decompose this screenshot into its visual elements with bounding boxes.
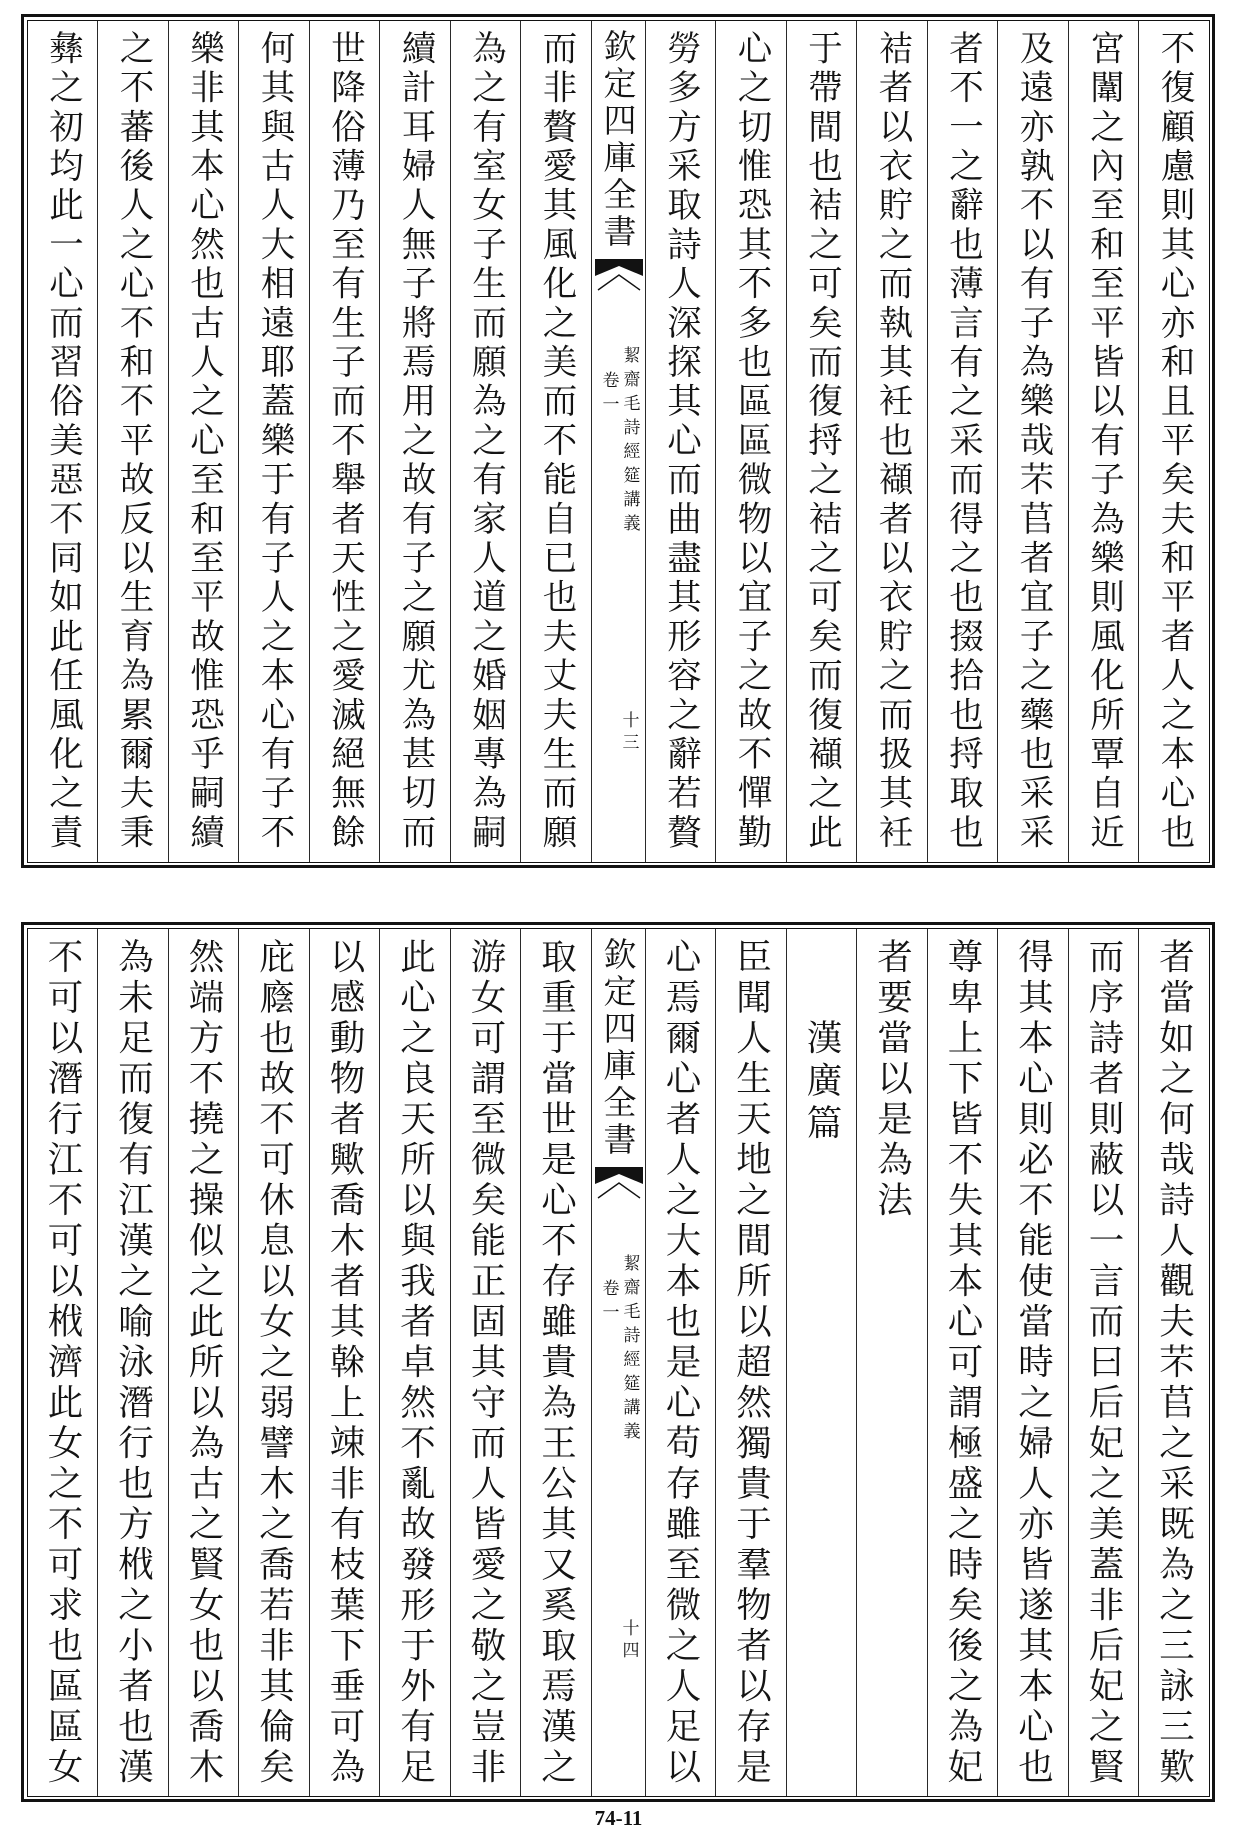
text-column xyxy=(997,929,1068,1796)
text-column xyxy=(715,21,786,862)
text-column xyxy=(786,21,857,862)
column-text: 宮闈之內至和至平皆以有子為樂則風化所覃自近 xyxy=(1083,29,1124,853)
column-text: 為之有室女子生而願為之有家人道之婚姻專為嗣 xyxy=(465,29,506,853)
text-column xyxy=(28,21,98,862)
column-text: 然端方不撓之操似之此所以為古之賢女也以喬木 xyxy=(183,937,224,1788)
column-text: 取重于當世是心不存雖貴為王公其又奚取焉漢之 xyxy=(535,937,577,1788)
text-column xyxy=(1068,929,1139,1796)
column-text: 及遠亦孰不以有子為樂哉芣苢者宜子之藥也采采 xyxy=(1013,29,1053,853)
column-text: 彝之初均此一心而習俗美惡不同如此任風化之責 xyxy=(42,29,83,853)
page-top xyxy=(21,14,1215,868)
column-text: 心之切惟恐其不多也區區微物以宜子之故不憚勤 xyxy=(731,29,771,853)
page-bottom xyxy=(21,922,1215,1802)
column-text: 之不蕃後人之心不和不平故反以生育為累爾夫秉 xyxy=(113,29,153,853)
column-text: 此心之良天所以與我者卓然不亂故發形于外有足 xyxy=(394,937,436,1788)
text-column xyxy=(927,21,998,862)
section-title: 漢廣篇 xyxy=(801,1018,842,1146)
banxin-center-column xyxy=(591,21,645,862)
series-title: 欽定四庫全書 xyxy=(598,28,638,251)
text-column xyxy=(97,929,168,1796)
text-column xyxy=(1068,21,1139,862)
book-title: 絜齋毛詩經筵講義 xyxy=(619,345,640,538)
text-column xyxy=(379,21,450,862)
text-column xyxy=(1138,21,1209,862)
column-text: 勞多方采取詩人深探其心而曲盡其形容之辭若贅 xyxy=(660,29,701,853)
column-text: 世降俗薄乃至有生子而不舉者天性之愛滅絕無餘 xyxy=(324,29,365,853)
text-column xyxy=(238,21,309,862)
text-column xyxy=(856,929,927,1796)
column-text: 何其與古人大相遠耶蓋樂于有子人之本心有子不 xyxy=(254,29,294,853)
series-title: 欽定四庫全書 xyxy=(598,936,638,1159)
text-column xyxy=(856,21,927,862)
column-text: 于帶間也袺之可矣而復捋之袺之可矣而復襭之此 xyxy=(801,29,842,853)
fishtail-ornament xyxy=(595,1167,643,1201)
column-text: 者當如之何哉詩人觀夫芣苢之采既為之三詠三歎 xyxy=(1153,937,1195,1788)
column-text: 不復顧慮則其心亦和且平矣夫和平者人之本心也 xyxy=(1154,29,1194,853)
column-text: 尊卑上下皆不失其本心可謂極盛之時矣後之為妃 xyxy=(942,937,983,1788)
book-title: 絜齋毛詩經筵講義 xyxy=(619,1253,640,1446)
column-text: 而序詩者則蔽以一言而曰后妃之美蓋非后妃之賢 xyxy=(1083,937,1124,1788)
page-frame xyxy=(27,20,1210,863)
column-text: 不可以潛行江不可以栰濟此女之不可求也區區女 xyxy=(42,937,83,1788)
column-text: 續計耳婦人無子將焉用之故有子之願尤為甚切而 xyxy=(395,29,435,853)
fishtail-ornament xyxy=(595,259,643,293)
column-text: 得其本心則必不能使當時之婦人亦皆遂其本心也 xyxy=(1012,937,1054,1788)
text-column xyxy=(645,21,716,862)
text-column xyxy=(997,21,1068,862)
volume-label: 卷一 xyxy=(598,1278,619,1327)
column-text: 樂非其本心然也古人之心至和至平故惟恐乎嗣續 xyxy=(183,29,224,853)
text-column xyxy=(168,929,239,1796)
text-column xyxy=(520,929,591,1796)
text-column xyxy=(379,929,450,1796)
banxin-center-column xyxy=(591,929,645,1796)
scan-page-label: 74-11 xyxy=(594,1806,643,1830)
column-text: 游女可謂至微矣能正固其守而人皆愛之敬之豈非 xyxy=(465,937,506,1788)
column-text: 袺者以衣貯之而執其衽也襭者以衣貯之而扱其衽 xyxy=(872,29,912,853)
text-column xyxy=(520,21,591,862)
text-column xyxy=(927,929,998,1796)
text-column xyxy=(715,929,786,1796)
text-column xyxy=(309,21,380,862)
column-text: 以感動物者歟喬木者其榦上竦非有枝葉下垂可為 xyxy=(324,937,365,1788)
text-column xyxy=(309,929,380,1796)
page-number: 十四 xyxy=(618,1618,639,1663)
section-title-column xyxy=(786,929,857,1796)
volume-label: 卷一 xyxy=(598,370,619,419)
text-column xyxy=(450,21,521,862)
column-text: 而非贅愛其風化之美而不能自已也夫丈夫生而願 xyxy=(536,29,576,853)
page-number: 十三 xyxy=(618,710,639,755)
text-column xyxy=(168,21,239,862)
column-text: 者要當以是為法 xyxy=(871,937,913,1221)
column-text: 庇廕也故不可休息以女之弱譬木之喬若非其倫矣 xyxy=(253,937,295,1788)
column-text: 者不一之辭也薄言有之采而得之也掇拾也捋取也 xyxy=(942,29,983,853)
page-frame xyxy=(27,928,1210,1797)
text-column xyxy=(450,929,521,1796)
text-column xyxy=(1138,929,1209,1796)
column-text: 為未足而復有江漢之喻泳潛行也方栰之小者也漢 xyxy=(112,937,154,1788)
text-column xyxy=(97,21,168,862)
column-text: 臣聞人生天地之間所以超然獨貴于羣物者以存是 xyxy=(730,937,772,1788)
text-column xyxy=(28,929,98,1796)
text-column xyxy=(645,929,716,1796)
column-text: 心焉爾心者人之大本也是心苟存雖至微之人足以 xyxy=(660,937,701,1788)
text-column xyxy=(238,929,309,1796)
